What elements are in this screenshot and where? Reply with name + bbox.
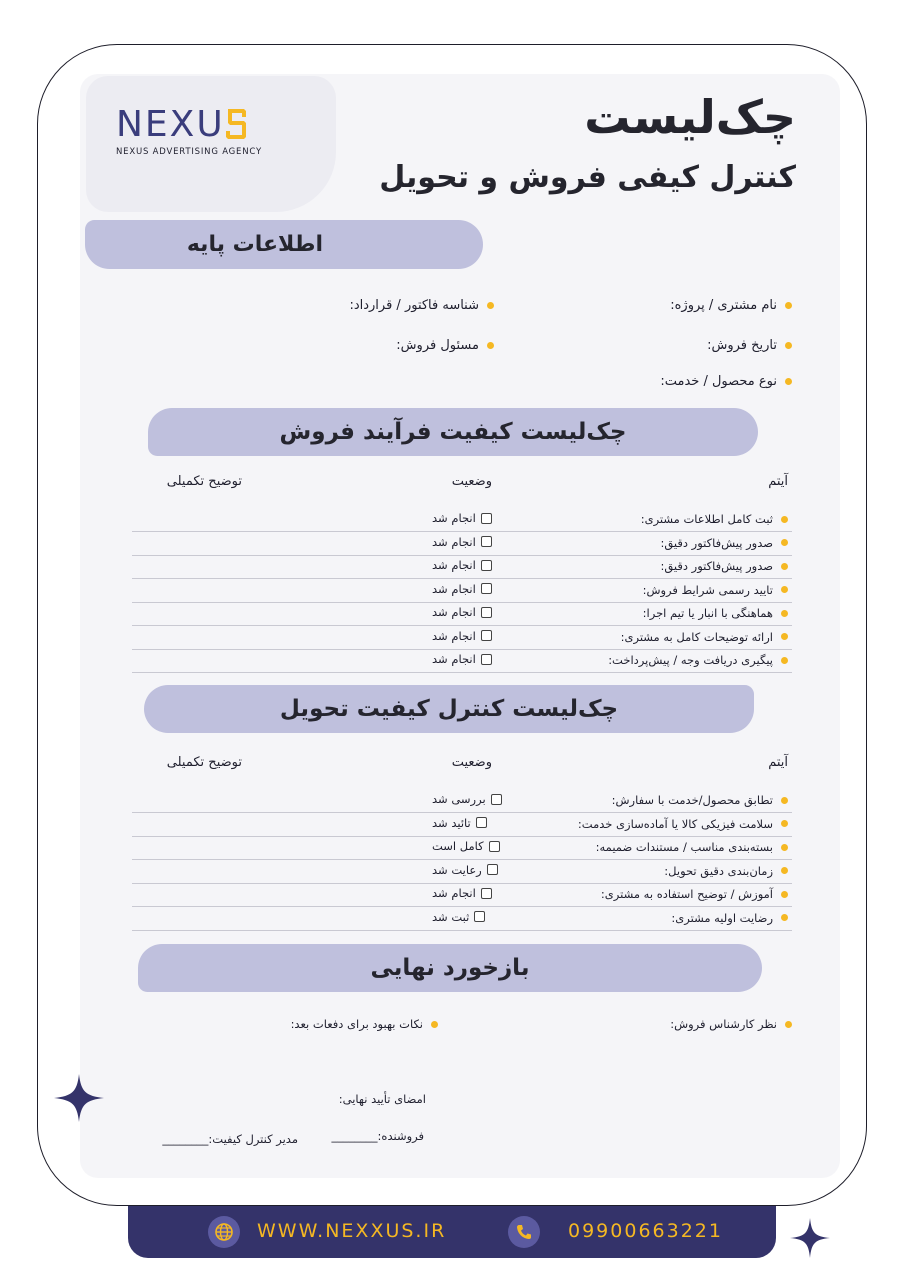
column-item-header: آیتم	[768, 474, 788, 489]
checklist-row	[132, 580, 792, 603]
status-option[interactable]: انجام شد	[432, 652, 492, 666]
bullet-dot	[781, 516, 788, 523]
status-checkbox[interactable]	[481, 630, 492, 641]
status-checkbox[interactable]	[481, 583, 492, 594]
checklist-item: صدور پیش‌فاکتور دقیق:	[660, 559, 788, 573]
sparkle-icon	[790, 1218, 830, 1258]
checklist-item: تایید رسمی شرایط فروش:	[643, 583, 788, 597]
bullet-dot	[785, 1021, 792, 1028]
column-note-header: توضیح تکمیلی	[166, 755, 242, 770]
seller-signature: فروشنده:________	[331, 1129, 424, 1143]
checklist-item: ارائه توضیحات کامل به مشتری:	[621, 630, 788, 644]
qc-manager-signature: مدیر کنترل کیفیت:________	[162, 1132, 298, 1146]
checklist-item: صدور پیش‌فاکتور دقیق:	[660, 536, 788, 550]
status-option[interactable]: ثبت شد	[432, 910, 485, 924]
basic-info-heading: اطلاعات پایه	[85, 220, 483, 269]
bullet-dot	[781, 844, 788, 851]
bullet-dot	[431, 1021, 438, 1028]
checklist-item: بسته‌بندی مناسب / مستندات ضمیمه:	[596, 840, 788, 854]
bullet-dot	[781, 820, 788, 827]
checklist-item: هماهنگی با انبار یا تیم اجرا:	[643, 606, 788, 620]
document-title: چک‌لیست	[584, 90, 796, 144]
status-option[interactable]: رعایت شد	[432, 863, 498, 877]
bullet-dot	[781, 891, 788, 898]
status-option[interactable]: تائید شد	[432, 816, 487, 830]
sales-checklist-heading: چک‌لیست کیفیت فرآیند فروش	[148, 408, 758, 456]
logo-tagline: NEXUS ADVERTISING AGENCY	[116, 147, 262, 157]
status-checkbox[interactable]	[481, 888, 492, 899]
status-checkbox[interactable]	[481, 513, 492, 524]
checklist-item: پیگیری دریافت وجه / پیش‌پرداخت:	[608, 653, 788, 667]
status-option[interactable]: بررسی شد	[432, 792, 502, 806]
bullet-dot	[781, 586, 788, 593]
status-checkbox[interactable]	[489, 841, 500, 852]
checklist-item: رضایت اولیه مشتری:	[671, 911, 788, 925]
bullet-dot	[781, 633, 788, 640]
sale-date-field: تاریخ فروش:	[707, 338, 792, 353]
checklist-row	[132, 650, 792, 673]
globe-icon	[208, 1216, 240, 1248]
product-type-field: نوع محصول / خدمت:	[660, 374, 792, 389]
invoice-field: شناسه فاکتور / قرارداد:	[349, 298, 494, 313]
status-checkbox[interactable]	[481, 560, 492, 571]
phone-text[interactable]: 09900663221	[568, 1220, 723, 1242]
delivery-checklist-heading: چک‌لیست کنترل کیفیت تحویل	[144, 685, 754, 733]
column-note-header: توضیح تکمیلی	[166, 474, 242, 489]
bullet-dot	[781, 867, 788, 874]
status-option[interactable]: انجام شد	[432, 605, 492, 619]
checklist-row	[132, 556, 792, 579]
bullet-dot	[785, 378, 792, 385]
expert-opinion-field: نظر کارشناس فروش:	[670, 1017, 792, 1031]
checklist-row	[132, 603, 792, 626]
checklist-item: ثبت کامل اطلاعات مشتری:	[641, 512, 788, 526]
bullet-dot	[785, 342, 792, 349]
checklist-row	[132, 509, 792, 532]
checklist-row	[132, 908, 792, 931]
checklist-row	[132, 861, 792, 884]
status-checkbox[interactable]	[476, 817, 487, 828]
status-option[interactable]: انجام شد	[432, 582, 492, 596]
logo-s-mark-icon	[224, 106, 250, 142]
footer-bar	[128, 1206, 776, 1258]
final-feedback-heading: بازخورد نهایی	[138, 944, 762, 992]
checklist-row	[132, 884, 792, 907]
sales-owner-field: مسئول فروش:	[396, 338, 494, 353]
website-text[interactable]: WWW.NEXXUS.IR	[257, 1220, 447, 1242]
checklist-row	[132, 533, 792, 556]
bullet-dot	[785, 302, 792, 309]
phone-icon	[508, 1216, 540, 1248]
checklist-row	[132, 814, 792, 837]
status-checkbox[interactable]	[491, 794, 502, 805]
checklist-row	[132, 627, 792, 650]
customer-field: نام مشتری / پروژه:	[670, 298, 792, 313]
bullet-dot	[781, 914, 788, 921]
bullet-dot	[781, 563, 788, 570]
column-item-header: آیتم	[768, 755, 788, 770]
checklist-item: تطابق محصول/خدمت با سفارش:	[612, 793, 788, 807]
document-subtitle: کنترل کیفی فروش و تحویل	[379, 160, 796, 195]
column-status-header: وضعیت	[451, 755, 492, 770]
status-option[interactable]: انجام شد	[432, 535, 492, 549]
final-signature-label: امضای تأیید نهایی:	[338, 1092, 426, 1106]
status-checkbox[interactable]	[474, 911, 485, 922]
status-option[interactable]: انجام شد	[432, 558, 492, 572]
column-status-header: وضعیت	[451, 474, 492, 489]
bullet-dot	[781, 797, 788, 804]
checklist-item: زمان‌بندی دقیق تحویل:	[664, 864, 788, 878]
status-checkbox[interactable]	[481, 536, 492, 547]
bullet-dot	[781, 610, 788, 617]
status-checkbox[interactable]	[481, 607, 492, 618]
bullet-dot	[781, 657, 788, 664]
bullet-dot	[487, 302, 494, 309]
status-checkbox[interactable]	[481, 654, 492, 665]
checklist-item: آموزش / توضیح استفاده به مشتری:	[601, 887, 788, 901]
status-option[interactable]: انجام شد	[432, 629, 492, 643]
sparkle-icon	[54, 1074, 104, 1122]
logo-wordmark: NEXU	[116, 104, 225, 145]
bullet-dot	[487, 342, 494, 349]
status-option[interactable]: کامل است	[432, 839, 500, 853]
status-checkbox[interactable]	[487, 864, 498, 875]
status-option[interactable]: انجام شد	[432, 511, 492, 525]
checklist-row	[132, 790, 792, 813]
bullet-dot	[781, 539, 788, 546]
status-option[interactable]: انجام شد	[432, 886, 492, 900]
checklist-item: سلامت فیزیکی کالا یا آماده‌سازی خدمت:	[578, 817, 788, 831]
checklist-row	[132, 837, 792, 860]
improvement-notes-field: نکات بهبود برای دفعات بعد:	[291, 1017, 438, 1031]
